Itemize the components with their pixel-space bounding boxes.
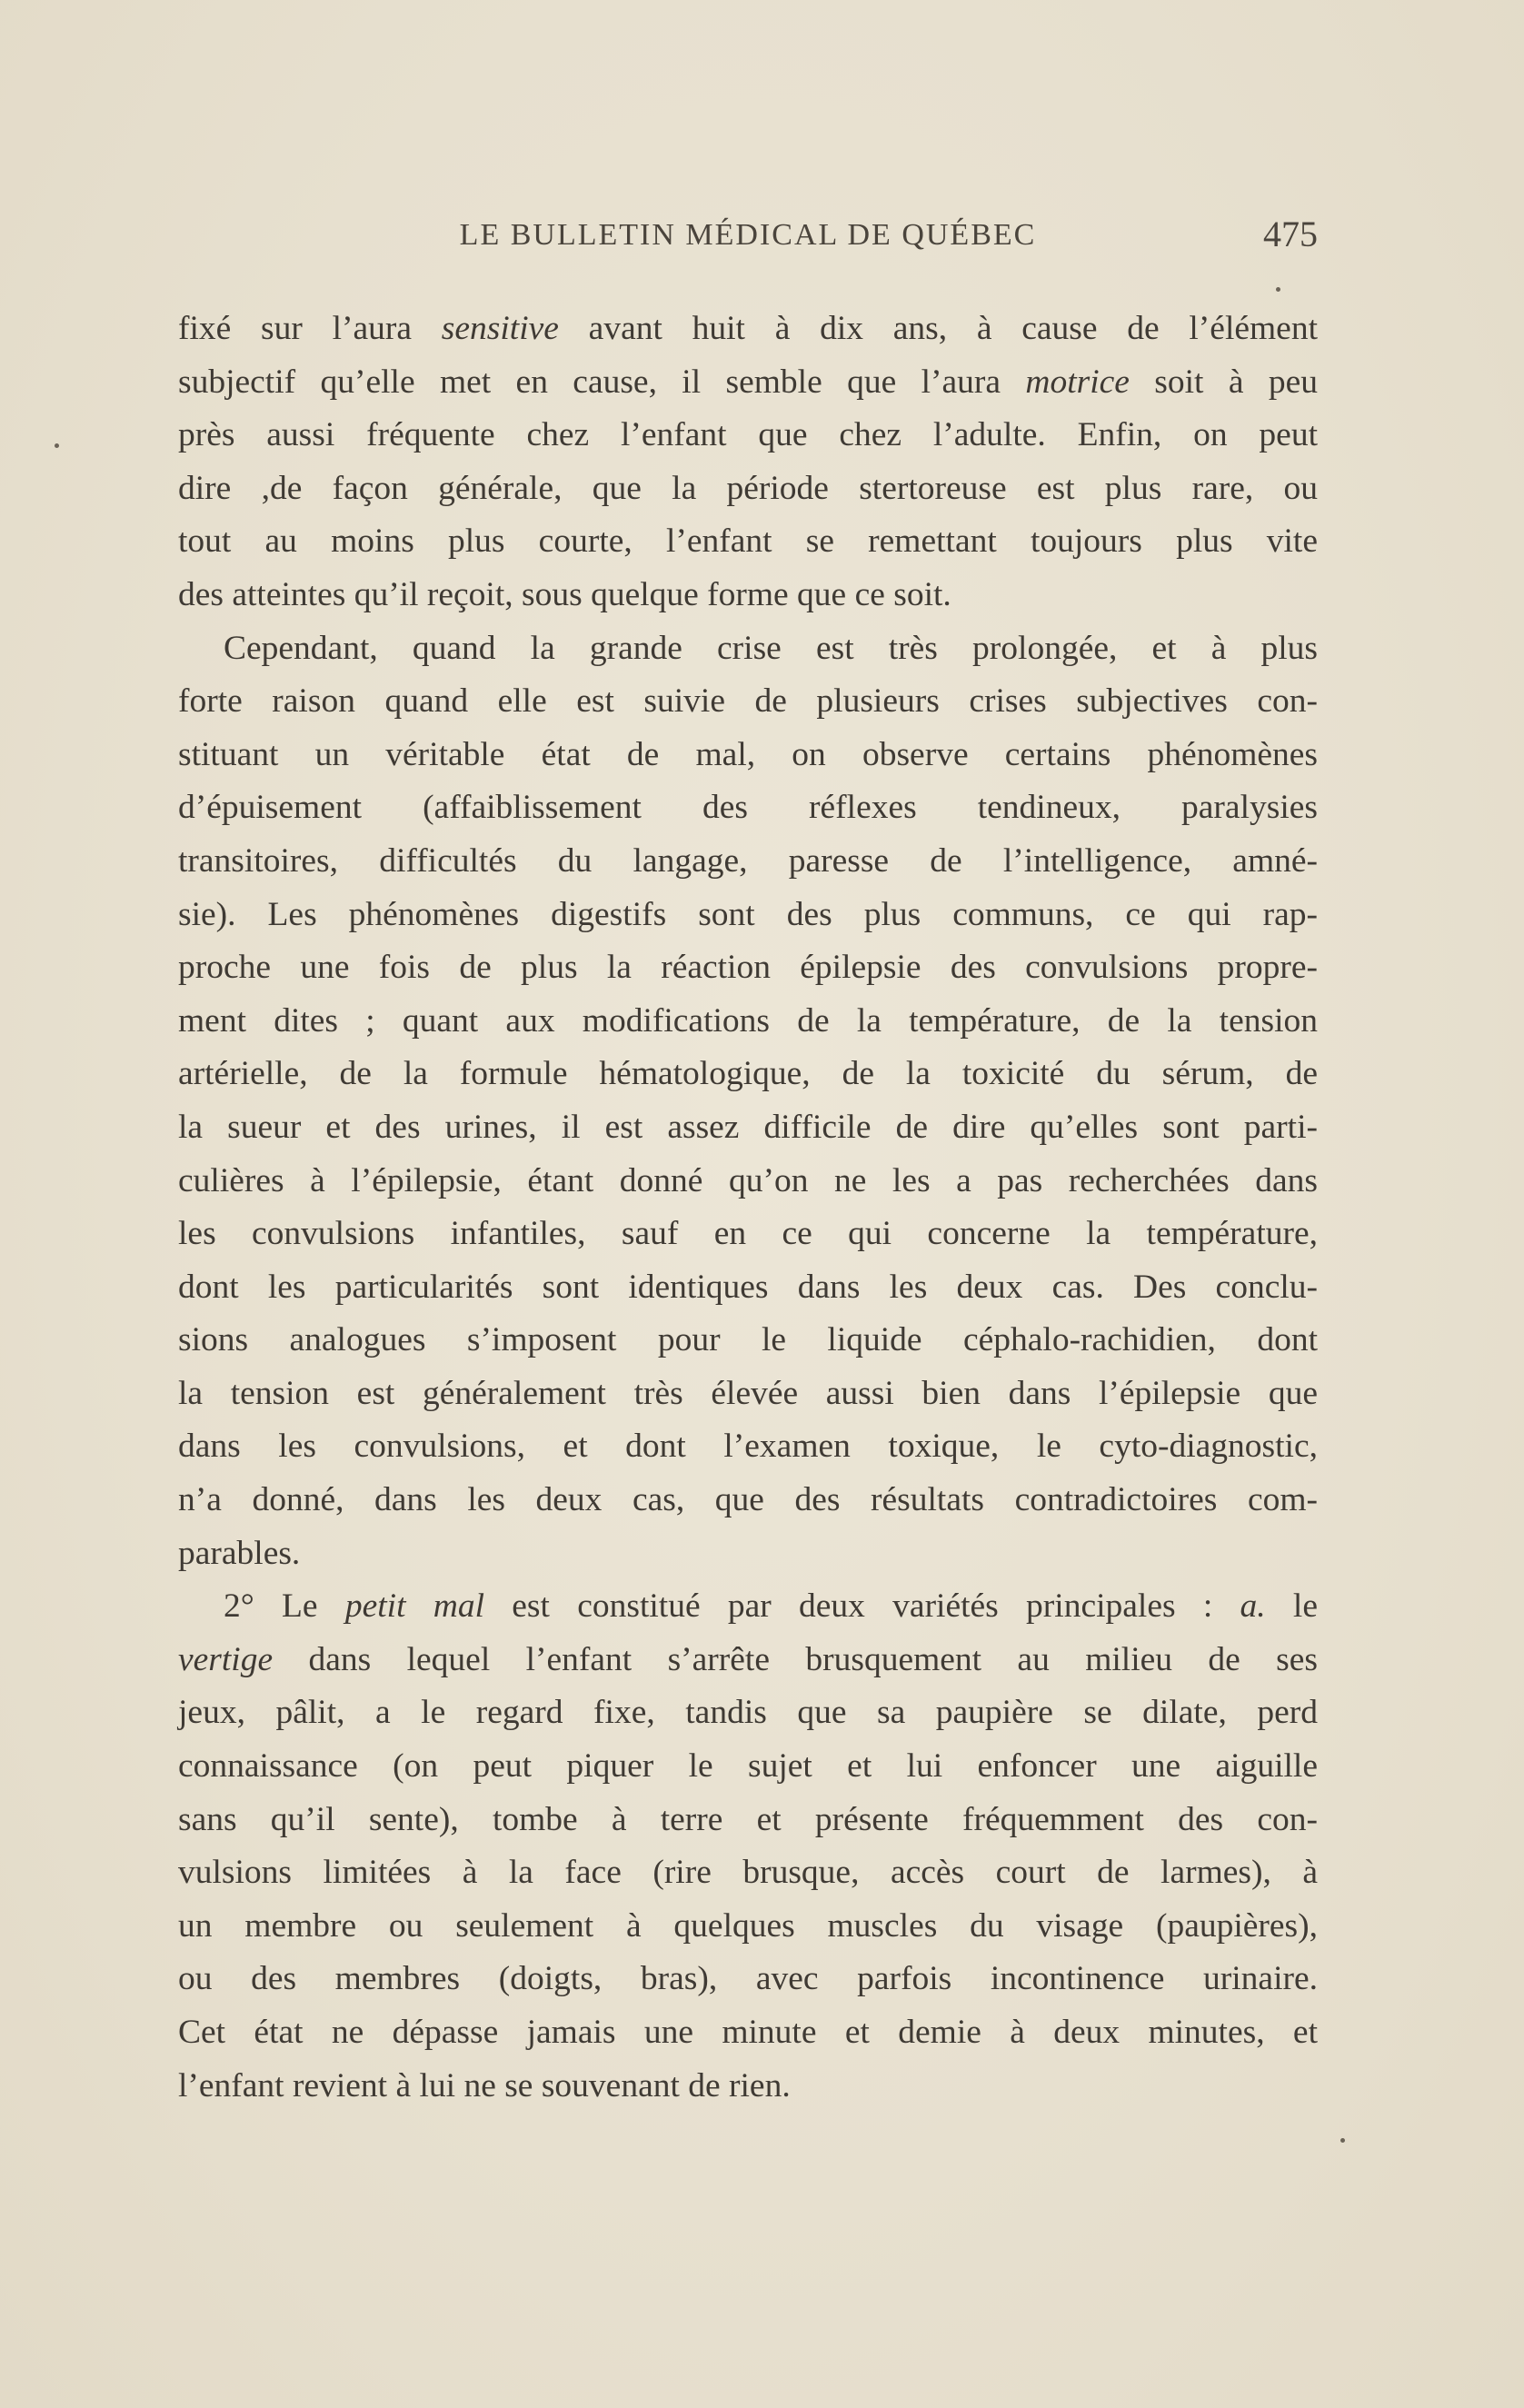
print-speck: [1340, 2138, 1345, 2143]
text-line: [178, 409, 1318, 463]
text-line: [178, 889, 1318, 942]
text-run: dans les convulsions, et dont l’examen toxique, le cyto-diagnostic,: [178, 1428, 1318, 1466]
text-run: la sueur et des urines, il est assez difficile de dire qu’elles sont parti-: [178, 1108, 1318, 1146]
text-run: Cependant, quand la grande crise est très prolongée, et à plus: [224, 629, 1318, 667]
text-run: ou des membres (doigts, bras), avec parfois incontinence urinaire.: [178, 1960, 1318, 1998]
text-line: [178, 356, 1318, 410]
text-line: [178, 515, 1318, 569]
text-run: fixé sur l’aura: [178, 310, 442, 347]
text-line: [178, 1314, 1318, 1368]
text-run: stituant un véritable état de mal, on observe certains phénomènes: [178, 735, 1318, 773]
text-line: [178, 1740, 1318, 1794]
text-run: sions analogues s’imposent pour le liquide céphalo-rachidien, dont: [178, 1321, 1318, 1359]
text-run: le: [1265, 1587, 1318, 1626]
text-run: tout au moins plus courte, l’enfant se remettant toujours plus vite: [178, 522, 1318, 561]
text-run: forte raison quand elle est suivie de plusieurs crises subjectives con-: [178, 682, 1318, 721]
text-run: est constitué par deux variétés principales :: [484, 1587, 1240, 1626]
text-line: [178, 2006, 1318, 2060]
italic-run: motrice: [1025, 363, 1130, 401]
text-line: [178, 1474, 1318, 1527]
running-head: LE BULLETIN MÉDICAL DE QUÉBEC: [459, 218, 1037, 252]
text-run: dans lequel l’enfant s’arrête brusquement au milieu de ses: [273, 1640, 1318, 1678]
text-run: d’épuisement (affaiblissement des réflexes tendineux, paralysies: [178, 789, 1318, 827]
text-line: [178, 995, 1318, 1049]
text-line: [178, 1846, 1318, 1900]
text-run: l’enfant revient à lui ne se souvenant de rien.: [178, 2066, 791, 2105]
text-run: dire ,de façon générale, que la période stertoreuse est plus rare, ou: [178, 469, 1318, 507]
text-line: [178, 1953, 1318, 2006]
italic-run: vertige: [178, 1640, 274, 1678]
text-run: des atteintes qu’il reçoit, sous quelque forme que ce soit.: [178, 575, 951, 613]
text-line: [178, 1794, 1318, 1847]
text-run: Cet état ne dépasse jamais une minute et demie à deux minutes, et: [178, 2014, 1318, 2051]
text-line: [178, 1155, 1318, 1209]
page-number: 475: [1263, 214, 1318, 254]
text-run: subjectif qu’elle met en cause, il semble que l’aura: [178, 363, 1026, 401]
text-run: la tension est généralement très élevée aussi bien dans l’épilepsie que: [178, 1374, 1318, 1412]
text-line: [178, 1208, 1318, 1261]
text-line: [178, 569, 1318, 622]
text-line: [178, 463, 1318, 516]
print-speck: [1276, 287, 1280, 292]
italic-run: sensitive: [441, 310, 559, 347]
italic-run: a.: [1240, 1587, 1266, 1626]
text-line: [178, 1261, 1318, 1315]
text-line: [178, 675, 1318, 729]
text-run: soit à peu: [1129, 363, 1318, 401]
text-line: [178, 729, 1318, 782]
text-line: [178, 622, 1318, 676]
text-line: [178, 1687, 1318, 1740]
text-line: [178, 1634, 1318, 1687]
paragraph: [178, 622, 1318, 1581]
text-line: [178, 1420, 1318, 1474]
text-line: [178, 303, 1318, 356]
text-line: [178, 2060, 1318, 2114]
text-line: [178, 1368, 1318, 1421]
text-line: [178, 1527, 1318, 1581]
text-run: proche une fois de plus la réaction épilepsie des convulsions propre-: [178, 949, 1318, 987]
text-run: parables.: [178, 1534, 301, 1572]
text-line: [178, 941, 1318, 995]
text-run: sie). Les phénomènes digestifs sont des plus communs, ce qui rap-: [178, 895, 1318, 933]
text-run: sans qu’il sente), tombe à terre et présente fréquemment des con-: [178, 1800, 1318, 1838]
body-text: [178, 303, 1318, 2113]
text-run: jeux, pâlit, a le regard fixe, tandis que sa paupière se dilate, perd: [178, 1694, 1318, 1732]
text-run: culières à l’épilepsie, étant donné qu’on ne les a pas recherchées dans: [178, 1161, 1318, 1199]
text-run: avant huit à dix ans, à cause de l’élément: [558, 310, 1318, 347]
italic-run: petit mal: [344, 1587, 485, 1626]
text-run: connaissance (on peut piquer le sujet et lui enfoncer une aiguille: [178, 1747, 1318, 1786]
text-line: [178, 835, 1318, 889]
text-line: [178, 1101, 1318, 1155]
print-speck: [55, 443, 59, 448]
paragraph: [178, 1580, 1318, 2113]
text-line: [178, 1900, 1318, 1954]
text-run: un membre ou seulement à quelques muscles du visage (paupières),: [178, 1906, 1318, 1945]
text-run: près aussi fréquente chez l’enfant que chez l’adulte. Enfin, on peut: [178, 416, 1318, 454]
text-run: vulsions limitées à la face (rire brusque, accès court de larmes), à: [178, 1854, 1318, 1892]
text-line: [178, 1580, 1318, 1634]
page-header: [178, 211, 1318, 265]
text-run: transitoires, difficultés du langage, paresse de l’intelligence, amné-: [178, 841, 1318, 880]
text-run: ment dites ; quant aux modifications de la température, de la tension: [178, 1001, 1318, 1040]
text-run: 2° Le: [224, 1587, 345, 1626]
paragraph: [178, 303, 1318, 622]
text-run: les convulsions infantiles, sauf en ce qui concerne la température,: [178, 1215, 1318, 1253]
text-line: [178, 1048, 1318, 1101]
text-line: [178, 781, 1318, 835]
text-run: dont les particularités sont identiques dans les deux cas. Des conclu-: [178, 1268, 1318, 1306]
text-run: n’a donné, dans les deux cas, que des résultats contradictoires com-: [178, 1481, 1318, 1519]
text-run: artérielle, de la formule hématologique, de la toxicité du sérum, de: [178, 1055, 1318, 1093]
